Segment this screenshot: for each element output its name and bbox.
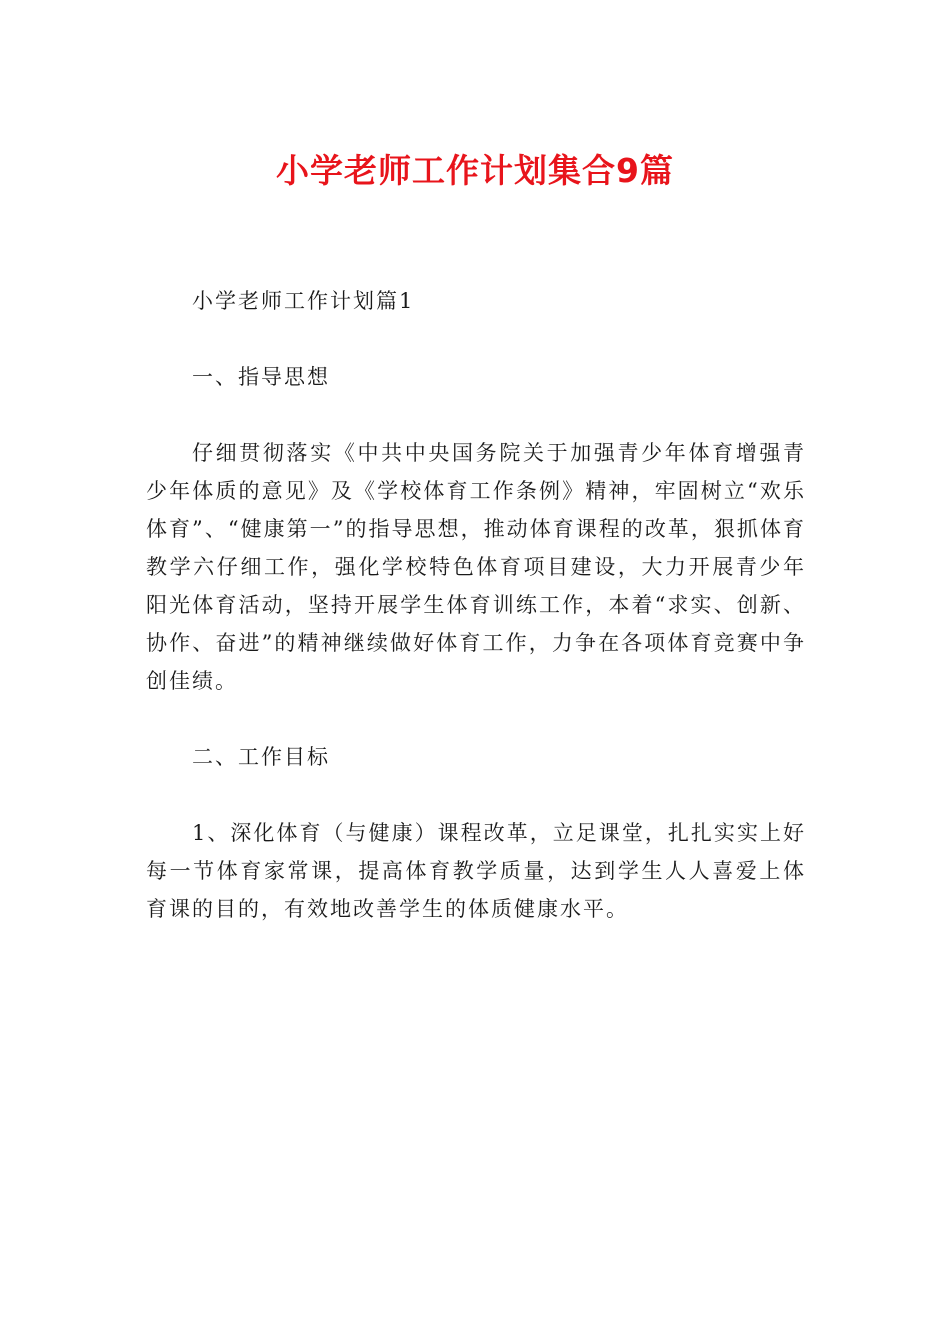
paragraph-guiding-ideology: 仔细贯彻落实《中共中央国务院关于加强青少年体育增强青少年体质的意见》及《学校体育工作条例》精神，牢固树立“欢乐体育”、“健康第一”的指导思想，推动体育课程的改革，狠抓体育教学六仔细工作，强化学校特色体育项目建设，大力开展青少年阳光体育活动，坚持开展学生体育训练工作，本着“求实、创新、协作、奋进”的精神继续做好体育工作，力争在各项体育竞赛中争创佳绩。 (146, 441, 806, 693)
document-body (146, 282, 806, 966)
paragraph-goal-1: 1、深化体育（与健康）课程改革，立足课堂，扎扎实实上好每一节体育家常课，提高体育教学质量，达到学生人人喜爱上体育课的目的，有效地改善学生的体质健康水平。 (146, 821, 806, 921)
section-heading-guiding-ideology: 一、指导思想 (192, 365, 330, 389)
section-heading-plan-1: 小学老师工作计划篇1 (192, 289, 415, 313)
section-heading-work-goals: 二、工作目标 (192, 745, 330, 769)
document-title: 小学老师工作计划集合9篇 (276, 151, 674, 190)
